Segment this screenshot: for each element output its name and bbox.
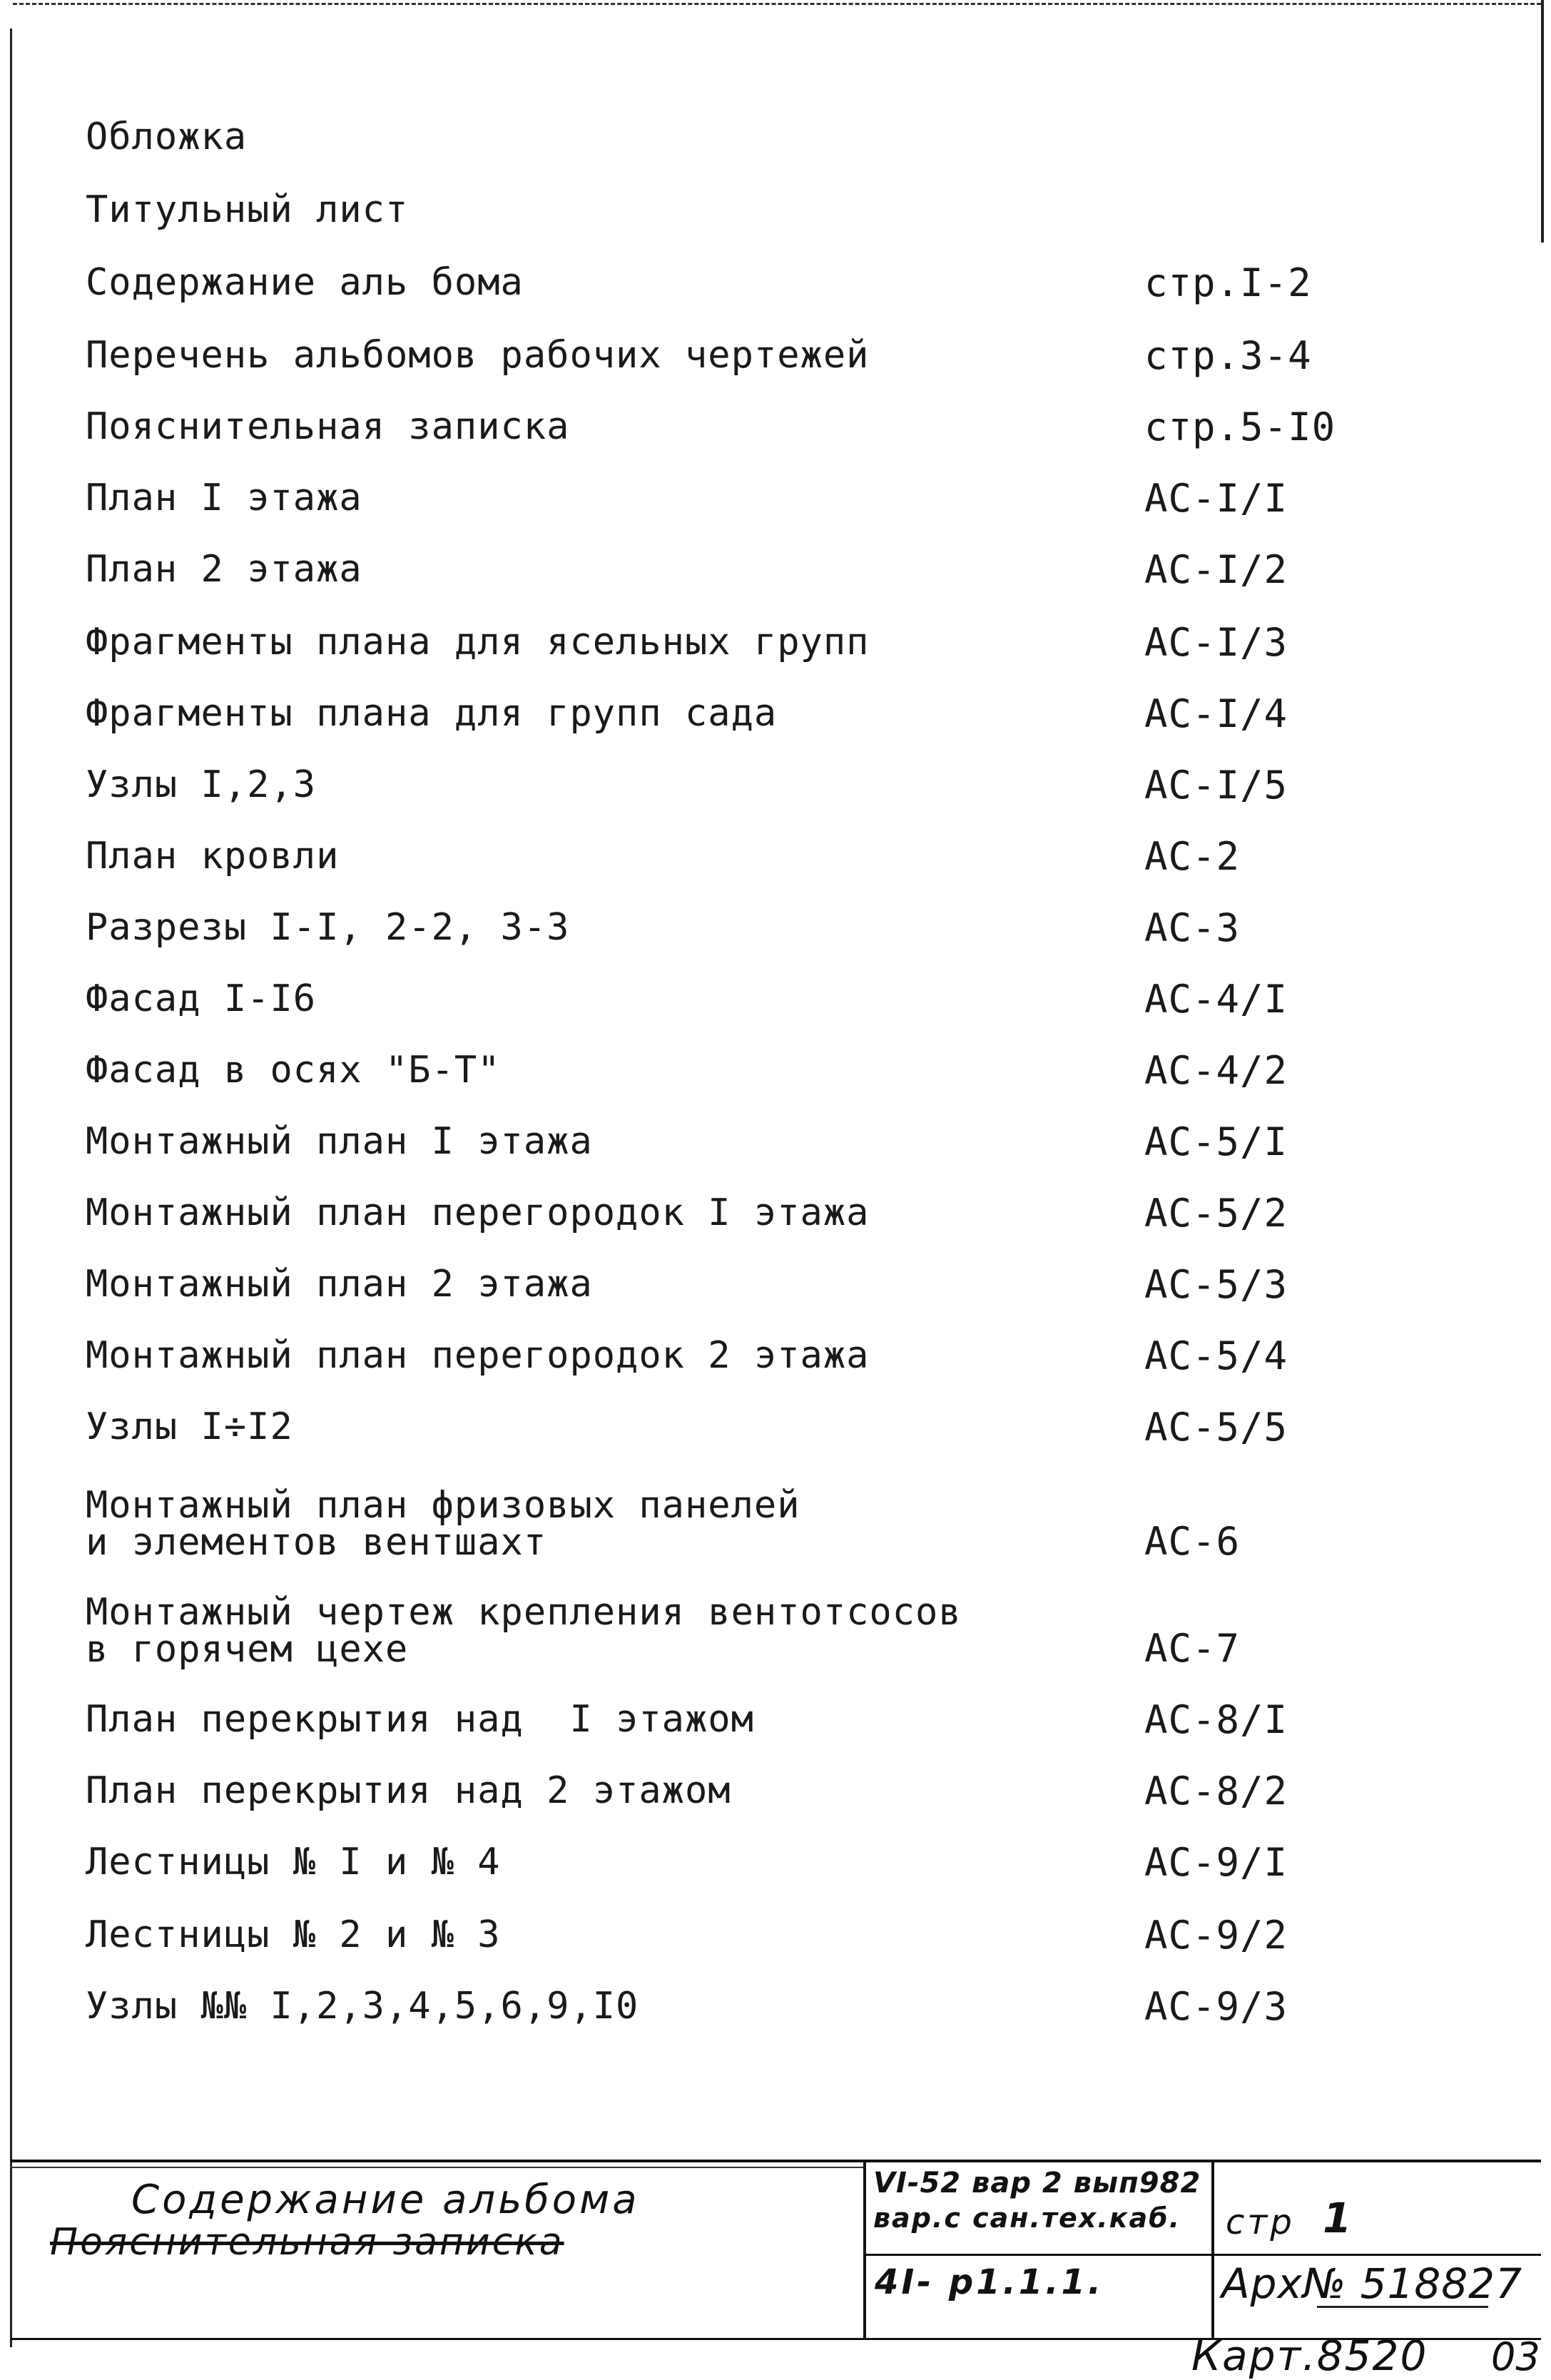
toc-ref: АС-I/2 [1144,547,1288,592]
toc-title: Пояснительная записка [86,405,570,448]
toc-title: Монтажный план 2 этажа [86,1263,593,1306]
toc-title: Перечень альбомов рабочих чертежей [86,334,870,377]
toc-ref: АС-9/3 [1144,1984,1288,2029]
toc-title: Узлы №№ I,2,3,4,5,6,9,I0 [86,1985,639,2028]
stamp-double-line [10,2167,866,2168]
stamp-code: 4I- р1.1.1. [875,2262,1104,2302]
toc-title: Обложка [86,116,248,158]
toc-ref: АС-5/5 [1144,1405,1288,1450]
toc-title: Фрагменты плана для ясельных групп [86,621,870,663]
toc-title: Содержание аль бома [86,261,524,304]
toc-title: План кровли [86,835,340,878]
toc-ref: АС-3 [1144,905,1241,950]
toc-ref: АС-5/4 [1144,1333,1288,1378]
toc-ref: стр.I-2 [1144,260,1312,305]
toc-ref: АС-7 [1144,1626,1241,1671]
toc-ref: АС-4/I [1144,977,1288,1022]
toc-ref: стр.5-I0 [1144,405,1336,449]
toc-ref: АС-2 [1144,834,1241,879]
toc-title: План 2 этажа [86,548,362,591]
toc-ref: АС-6 [1144,1519,1241,1564]
toc-title: Монтажный план фризовых панелей и элементов вентшахт [86,1484,800,1564]
toc-title: Лестницы № I и № 4 [86,1841,501,1883]
toc-title: Монтажный чертеж крепления вентотсосов в горячем цехе [86,1591,962,1671]
stamp-struck-text: Пояснительная записка [50,2221,564,2264]
toc-ref: АС-4/2 [1144,1048,1288,1093]
toc-title: Монтажный план I этажа [86,1120,593,1163]
toc-ref: АС-5/2 [1144,1191,1288,1236]
toc-ref: АС-8/2 [1144,1769,1288,1814]
toc-ref: стр.3-4 [1144,333,1312,378]
toc-ref: АС-I/3 [1144,620,1288,665]
toc-title: Разрезы I-I, 2-2, 3-3 [86,906,570,949]
stamp-album-title: Содержание альбома [131,2177,640,2223]
toc-title: Фрагменты плана для групп сада [86,692,778,735]
toc-ref: АС-I/5 [1144,763,1288,808]
toc-title: Фасад I-I6 [86,977,317,1020]
toc-ref: АС-8/I [1144,1697,1288,1742]
stamp-subseries: вар.с сан.тех.каб. [873,2202,1181,2234]
stamp-sheet-label: стр [1226,2202,1295,2242]
toc-title: План перекрытия над I этажом [86,1698,754,1741]
toc-ref: АС-5/I [1144,1119,1288,1164]
toc-title: Узлы I,2,3 [86,763,317,806]
stamp-divider [863,2162,866,2338]
toc-ref: АС-5/3 [1144,1262,1288,1307]
stamp-divider [1211,2162,1214,2338]
toc-ref: АС-I/I [1144,476,1288,521]
card-note: Карт.8520 [1191,2331,1428,2380]
title-block-stamp [10,2160,1541,2340]
stamp-row-divider [863,2254,1541,2256]
toc-title: Узлы I÷I2 [86,1405,293,1448]
toc-ref: АС-9/I [1144,1840,1288,1885]
toc-ref: АС-I/4 [1144,691,1288,736]
toc-title: Титульный лист [86,188,409,231]
toc-title: Монтажный план перегородок I этажа [86,1191,870,1234]
archive-underline [1317,2306,1488,2308]
toc-title: План I этажа [86,477,362,519]
stamp-archive-number: Арх№ 518827 [1221,2259,1522,2308]
toc-title: Лестницы № 2 и № 3 [86,1913,501,1956]
stamp-series: VI-52 вар 2 вып982 [873,2167,1201,2200]
corner-mark: 03 [1491,2334,1540,2379]
toc-title: Монтажный план перегородок 2 этажа [86,1334,870,1377]
toc-title: Фасад в осях "Б-Т" [86,1049,501,1092]
toc-ref: АС-9/2 [1144,1913,1288,1958]
stamp-sheet-number: 1 [1323,2194,1352,2242]
toc-title: План перекрытия над 2 этажом [86,1769,731,1812]
